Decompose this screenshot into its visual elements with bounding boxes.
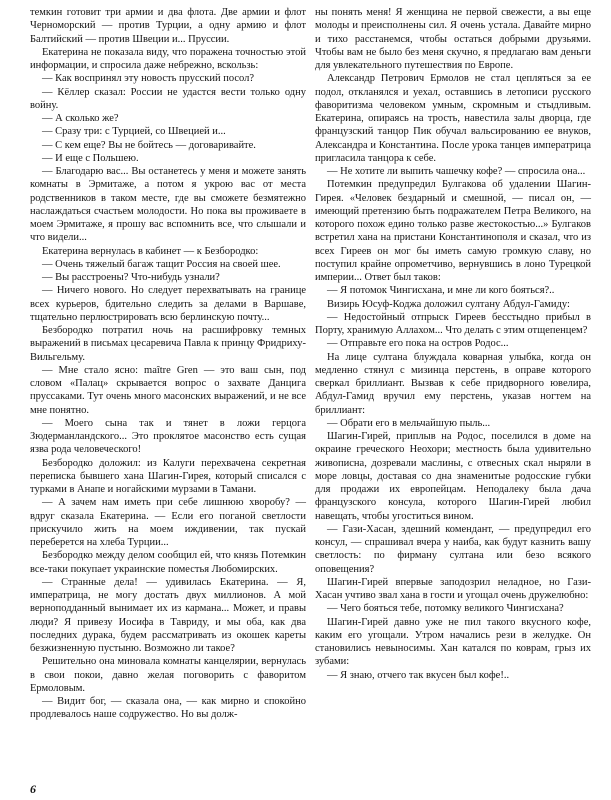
paragraph: Шагин-Гирей, приплыв на Родос, поселился в доме на окраине греческого Неохори; местность была удивительно живописна, дозревали маслины, с отвесных скал ныряли в море ловцы, доставая со дна знаменитые родосские губки для продажи их европейцам. Неподалеку была дача французского консула, которого Шагин-Гирей любил навещать, чтобы угоститься вином.	[315, 431, 591, 522]
paragraph: Безбородко между делом сообщил ей, что князь Потемкин все-таки покупает украинские поместья Любомирских.	[30, 550, 306, 575]
paragraph: — Чего бояться тебе, потомку великого Чингисхана?	[327, 603, 564, 615]
paragraph: — Гази-Хасан, здешний комендант, — предупредил его консул, — спрашивал вчера у наиба, как будут казнить вашу светлость: по фирману султана или безо всякого оповещения?	[315, 523, 591, 575]
paragraph: Шагин-Гирей давно уже не пил такого вкусного кофе, каким его угощали. Утром начались рези в желудке. Он становились невыносимы. Хан катался по коврам, грыз их зубами:	[315, 616, 591, 668]
paragraph: — Я знаю, отчего так вкусен был кофе!..	[327, 669, 510, 681]
paragraph: — А сколько же?	[42, 113, 119, 124]
paragraph: — Очень тяжелый багаж тащит Россия на своей шее.	[42, 258, 281, 270]
paragraph: ны понять меня! Я женщина не первой свежести, а вы еще молоды и преисполнены сил. Я очень устала. Давайте мирно и тихо расстанемся, чтобы остаться добрыми друзьями. Чтобы вам не было без меня скучно, я предлагаю вам деньги для увлекательного путешествия по Европе.	[315, 7, 591, 71]
paragraph: — Обрати его в мельчайшую пыль...	[327, 417, 491, 429]
paragraph: Потемкин предупредил Булгакова об удалении Шагин-Гирея. «Человек бездарный и смешной, — писал он, — имеющий претензию быть подражателем Петра Великого, на которого похож едино только разве жестокостью...» Булгаков встретил хана на пристани Константинополя и сказал, что из всех Гиреев он мог бы иметь самую громкую славу, но поступил крайне опрометчиво, вернувшись в лоно Турецкой империи... Ответ был таков:	[315, 179, 591, 283]
paragraph: Шагин-Гирей впервые заподозрил неладное, но Гази-Хасан учтиво звал хана в гости и угощал очень дружелюбно:	[315, 576, 591, 601]
paragraph: Решительно она миновала комнаты канцелярии, вернулась в свои покои, давно желая поговорить с фаворитом Ермоловым.	[30, 656, 306, 694]
paragraph: — Как воспринял эту новость прусский посол?	[42, 73, 255, 85]
paragraph: — И еще с Польшею.	[42, 152, 139, 164]
paragraph: Безбородко доложил: из Калуги перехвачена секретная переписка бывшего хана Шагин-Гирея, который списался с турками в Анапе и ногайскими мурзами в Тамани.	[30, 457, 306, 495]
left-column	[30, 6, 306, 722]
paragraph: Екатерина вернулась в кабинет — к Безбородко:	[42, 245, 259, 257]
paragraph: — Кёллер сказал: России не удастся вести только одну войну.	[30, 86, 306, 111]
paragraph: — Вы расстроены? Что-нибудь узнали?	[42, 272, 220, 283]
paragraph: — Я потомок Чингисхана, и мне ли кого бояться?..	[327, 285, 555, 297]
paragraph: — А зачем нам иметь при себе лишнюю хворобу? — вдруг сказала Екатерина. — Если его поганой светлости прискучило жить на моем иждивении, так пускай переберется на хлеба Турции...	[30, 497, 306, 548]
paragraph: Екатерина не показала виду, что поражена точностью этой информации, и спросила даже небрежно, вскользь:	[30, 46, 306, 71]
right-column	[315, 6, 591, 682]
page-number: 6	[30, 782, 36, 796]
paragraph: — Отправьте его пока на остров Родос...	[327, 338, 509, 350]
paragraph: — Моего сына так и тянет в ложи герцога Зюдерманландского... Это проклятое масонство есть сущая язва рода человеческого!	[30, 417, 306, 456]
paragraph: Визирь Юсуф-Коджа доложил султану Абдул-Гамиду:	[327, 298, 570, 310]
paragraph: — С кем еще? Вы не бойтесь — договаривайте.	[42, 139, 256, 151]
paragraph: — Не хотите ли выпить чашечку кофе? — спросила она...	[327, 166, 586, 177]
paragraph: — Ничего нового. Но следует перехватывать на границе всех курьеров, бдительно следить за делами в Варшаве, тщательно перлюстрировать всю берлинскую почту...	[30, 285, 306, 323]
paragraph: — Недостойный отпрыск Гиреев бесстыдно прибыл в Порту, хранимую Аллахом... Что делать с этим отщепенцем?	[315, 311, 591, 336]
paragraph: — Благодарю вас... Вы останетесь у меня и можете занять комнаты в Эрмитаже, а потом я укрою вас от места родственников в таком месте, где вы сможете безмятежно наслаждаться счастьем молодости. Но пока вы проживаете в моем Эрмитаже, я прошу вас вспомнить все, что слышали и что видели...	[30, 166, 306, 244]
paragraph: — Странные дела! — удивилась Екатерина. — Я, императрица, не могу достать двух миллионов. А мой верноподданный вынимает их из кармана... Может, и правы люди? Я привезу Иосифа в Тавриду, и мы оба, как два последних дурака, будем рассматривать из окошек кареты безжизненную пустыню. Возможно ли такое?	[30, 576, 306, 654]
paragraph: — Видит бог, — сказала она, — как мирно и спокойно продлевалось наше содружество. Но вы долж-	[30, 696, 306, 721]
paragraph: — Мне стало ясно: maître Gren — это ваш сын, под словом «Палац» скрывается вопрос о захвате Данцига пруссаками. Тут очень много масонских выражений, и не все мне понятно.	[30, 364, 306, 416]
paragraph: темкин готовит три армии и два флота. Две армии и флот Черноморский — против Турции, а одну армию и флот Балтийский — против Швеции и... Пруссии.	[30, 7, 306, 45]
paragraph: — Сразу три: с Турцией, со Швецией и...	[42, 126, 226, 138]
paragraph: Александр Петрович Ермолов не стал цепляться за ее подол, откланялся и уехал, оставшись в летописи русского фаворитизма человеком умным, скромным и стыдливым. Екатерина, опираясь на трость, навестила залы дворца, где французский танцор Пик обучал вальсированию ее внуков, Александра и Константина. После урока танцев императрица пригласила танцора к себе.	[315, 73, 591, 164]
paragraph: Безбородко потратил ночь на расшифровку темных выражений в письмах цесаревича Павла к принцу Фридриху-Вильгельму.	[30, 325, 306, 363]
paragraph: На лице султана блуждала коварная улыбка, когда он медленно стянул с мизинца перстень, в оправе которого сверкал бриллиант. Вызвав к себе придворного ювелира, Абдул-Гамид вручил ему перстень, указав ногтем на бриллиант:	[315, 351, 591, 416]
